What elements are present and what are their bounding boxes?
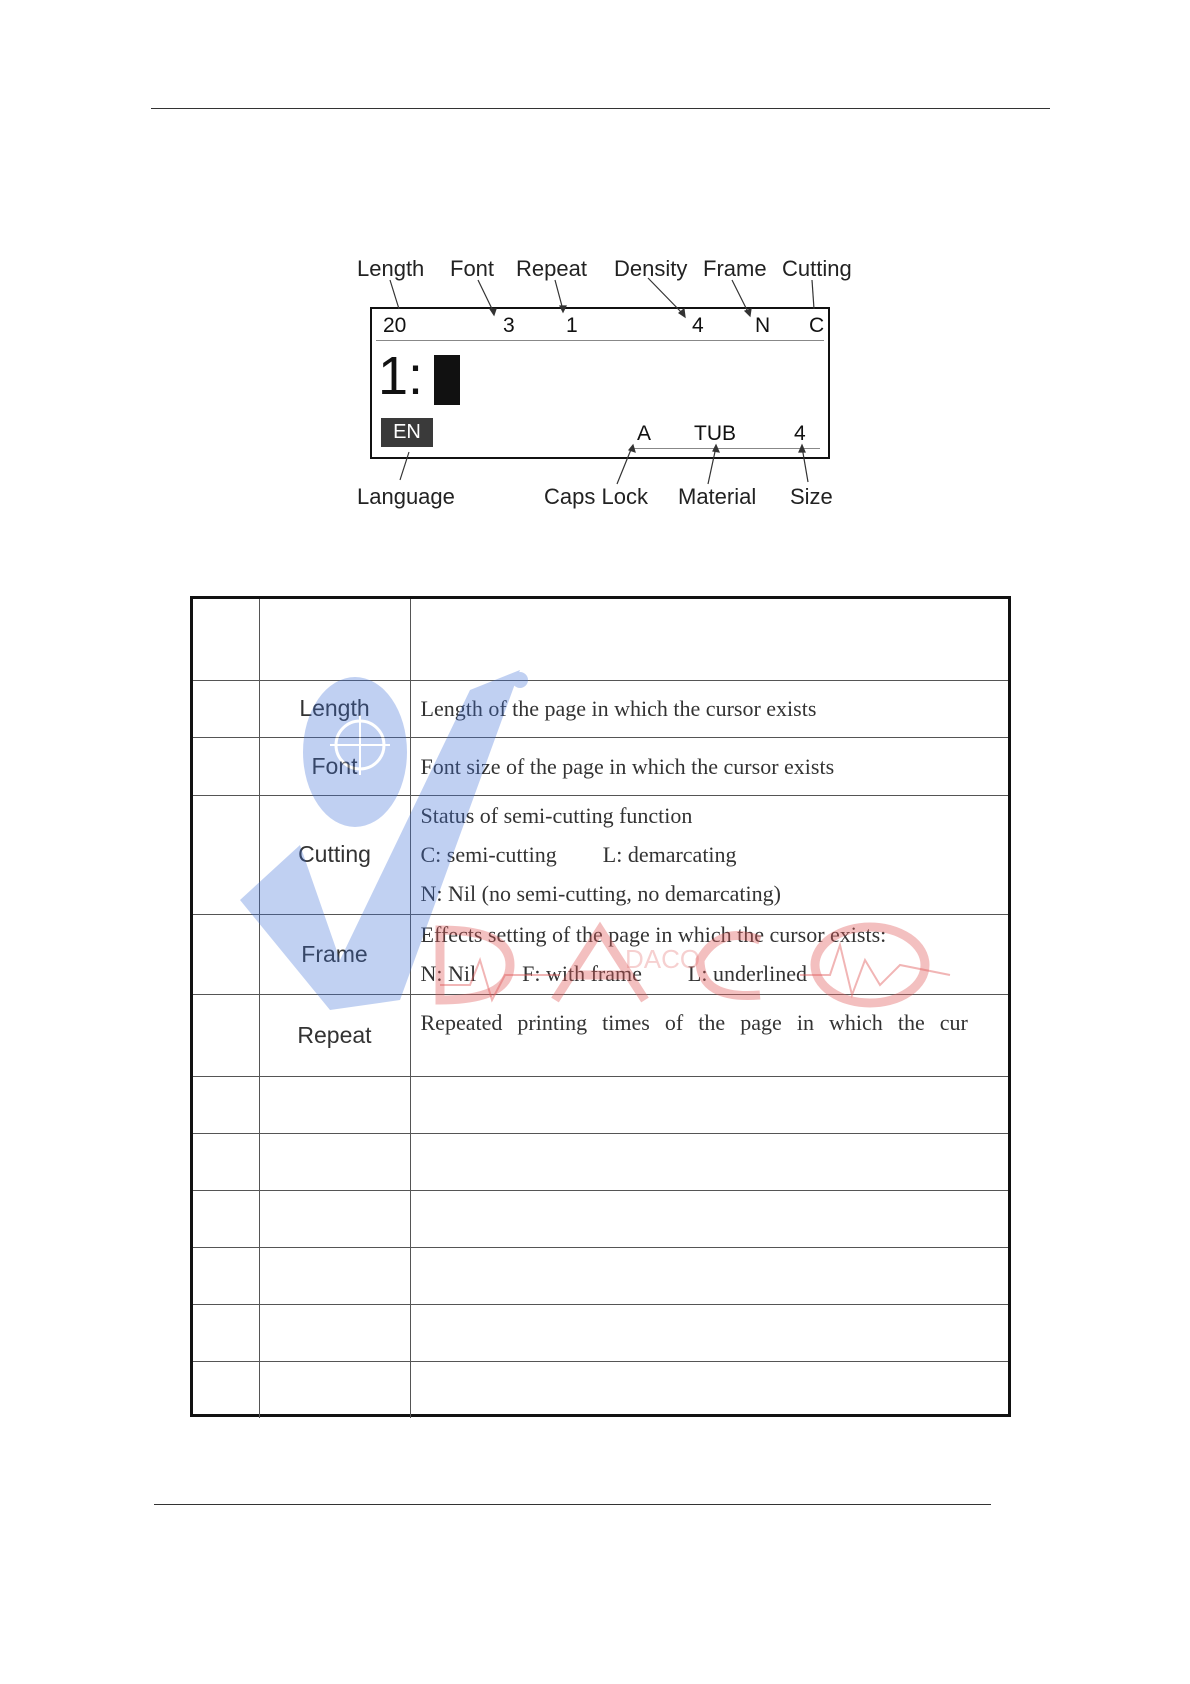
table-cell bbox=[259, 1247, 410, 1304]
desc-line bbox=[421, 1003, 1009, 1042]
row-desc-font bbox=[410, 737, 1008, 795]
label-cutting: Cutting bbox=[782, 256, 852, 281]
leader-cutting bbox=[812, 280, 814, 309]
option-l: L: demarcating bbox=[602, 842, 737, 867]
word: printing bbox=[517, 1009, 588, 1035]
table-row bbox=[193, 795, 1008, 914]
desc-line: Status of semi-cutting function bbox=[420, 803, 693, 828]
table-cell bbox=[410, 599, 1008, 680]
table-cell bbox=[193, 795, 259, 914]
label-length: Length bbox=[357, 256, 425, 281]
leader-size-arrow bbox=[799, 445, 805, 452]
leader-font-arrow bbox=[490, 309, 496, 315]
option-n: N: Nil bbox=[420, 961, 477, 986]
leader-density bbox=[648, 278, 684, 315]
option-l: L: underlined bbox=[687, 961, 808, 986]
table-cell bbox=[193, 1133, 259, 1190]
leader-repeat-arrow bbox=[560, 306, 566, 312]
desc-line bbox=[421, 954, 1009, 993]
word: in bbox=[796, 1009, 814, 1035]
table-cell bbox=[193, 737, 259, 795]
row-name-frame: Frame bbox=[259, 914, 410, 994]
table-cell bbox=[259, 1361, 410, 1418]
table-cell bbox=[259, 599, 410, 680]
leader-material-arrow bbox=[713, 445, 719, 452]
row-desc-frame bbox=[410, 914, 1008, 994]
lcd-caps-lock: A bbox=[637, 422, 652, 445]
table-cell bbox=[193, 1076, 259, 1133]
word: the bbox=[698, 1009, 726, 1035]
option-c: C: semi-cutting bbox=[420, 842, 557, 867]
desc-line: Font size of the page in which the cursor exists bbox=[420, 753, 835, 779]
table-cell bbox=[193, 914, 259, 994]
table-cell bbox=[410, 1361, 1008, 1418]
row-name-font: Font bbox=[259, 737, 410, 795]
settings-table bbox=[190, 596, 1011, 1417]
word: which bbox=[829, 1009, 883, 1035]
table-row bbox=[193, 1076, 1008, 1133]
lcd-language-badge: EN bbox=[381, 418, 433, 447]
table-cell bbox=[410, 1076, 1008, 1133]
label-language: Language bbox=[357, 484, 455, 509]
table-row bbox=[193, 680, 1008, 737]
table-row bbox=[193, 1247, 1008, 1304]
desc-line: Length of the page in which the cursor exists bbox=[420, 696, 817, 721]
lcd-cutting-value: C bbox=[809, 314, 825, 337]
leader-lines bbox=[0, 0, 1190, 560]
leader-language bbox=[400, 452, 409, 480]
row-name-cutting: Cutting bbox=[259, 795, 410, 914]
desc-line: Effects setting of the page in which the cursor exists: bbox=[420, 922, 887, 947]
desc-line bbox=[421, 835, 1009, 874]
watermark-text: DACO bbox=[625, 944, 701, 974]
table-row bbox=[193, 737, 1008, 795]
row-desc-repeat bbox=[410, 994, 1008, 1076]
label-density: Density bbox=[614, 256, 688, 281]
word: cur bbox=[939, 1009, 968, 1035]
lcd-diagram bbox=[0, 0, 1190, 560]
table-cell bbox=[259, 1133, 410, 1190]
desc-line: N: Nil (no semi-cutting, no demarcating) bbox=[420, 881, 781, 906]
table-cell bbox=[193, 1247, 259, 1304]
lcd-frame-value: N bbox=[755, 314, 771, 337]
table-cell bbox=[410, 1304, 1008, 1361]
table-row bbox=[193, 1133, 1008, 1190]
label-repeat: Repeat bbox=[516, 256, 587, 281]
table-cell bbox=[193, 1304, 259, 1361]
word: Repeated bbox=[420, 1009, 503, 1035]
lcd-density-value: 4 bbox=[692, 314, 704, 337]
lcd-font-value: 3 bbox=[503, 314, 515, 337]
table-cell bbox=[410, 1133, 1008, 1190]
label-caps-lock: Caps Lock bbox=[544, 484, 648, 509]
table-row bbox=[193, 1190, 1008, 1247]
table-row bbox=[193, 994, 1008, 1076]
table-cell bbox=[259, 1076, 410, 1133]
lcd-size: 4 bbox=[794, 422, 806, 445]
leader-material bbox=[708, 447, 716, 484]
table-cell bbox=[193, 994, 259, 1076]
row-name-repeat: Repeat bbox=[259, 994, 410, 1076]
table-row bbox=[193, 914, 1008, 994]
footer-rule bbox=[154, 1504, 991, 1505]
table-header-row bbox=[193, 599, 1008, 680]
label-frame: Frame bbox=[703, 256, 767, 281]
lcd-material: TUB bbox=[694, 422, 736, 445]
label-font: Font bbox=[450, 256, 495, 281]
word: times bbox=[602, 1009, 650, 1035]
option-f: F: with frame bbox=[522, 961, 642, 986]
table-cell bbox=[193, 1361, 259, 1418]
table-cell bbox=[259, 1304, 410, 1361]
table-cell bbox=[193, 599, 259, 680]
label-material: Material bbox=[678, 484, 757, 509]
lcd-repeat-value: 1 bbox=[566, 314, 578, 337]
row-desc-cutting bbox=[410, 795, 1008, 914]
row-name-length: Length bbox=[259, 680, 410, 737]
lcd-page-indicator: 1: bbox=[378, 346, 424, 406]
word: of bbox=[664, 1009, 684, 1035]
leader-length bbox=[390, 280, 399, 309]
table-cell bbox=[410, 1190, 1008, 1247]
table-cell bbox=[410, 1247, 1008, 1304]
row-desc-length bbox=[410, 680, 1008, 737]
leader-font bbox=[478, 280, 494, 313]
table-cell bbox=[193, 680, 259, 737]
table-cell bbox=[193, 1190, 259, 1247]
leader-frame bbox=[732, 280, 749, 314]
leader-frame-arrow bbox=[745, 309, 751, 316]
word: the bbox=[897, 1009, 925, 1035]
table-row bbox=[193, 1361, 1008, 1418]
table-cell bbox=[259, 1190, 410, 1247]
word: page bbox=[740, 1009, 782, 1035]
leader-caps-lock bbox=[617, 447, 632, 484]
lcd-length-value: 20 bbox=[383, 314, 407, 337]
table-row bbox=[193, 1304, 1008, 1361]
label-size: Size bbox=[790, 484, 833, 509]
